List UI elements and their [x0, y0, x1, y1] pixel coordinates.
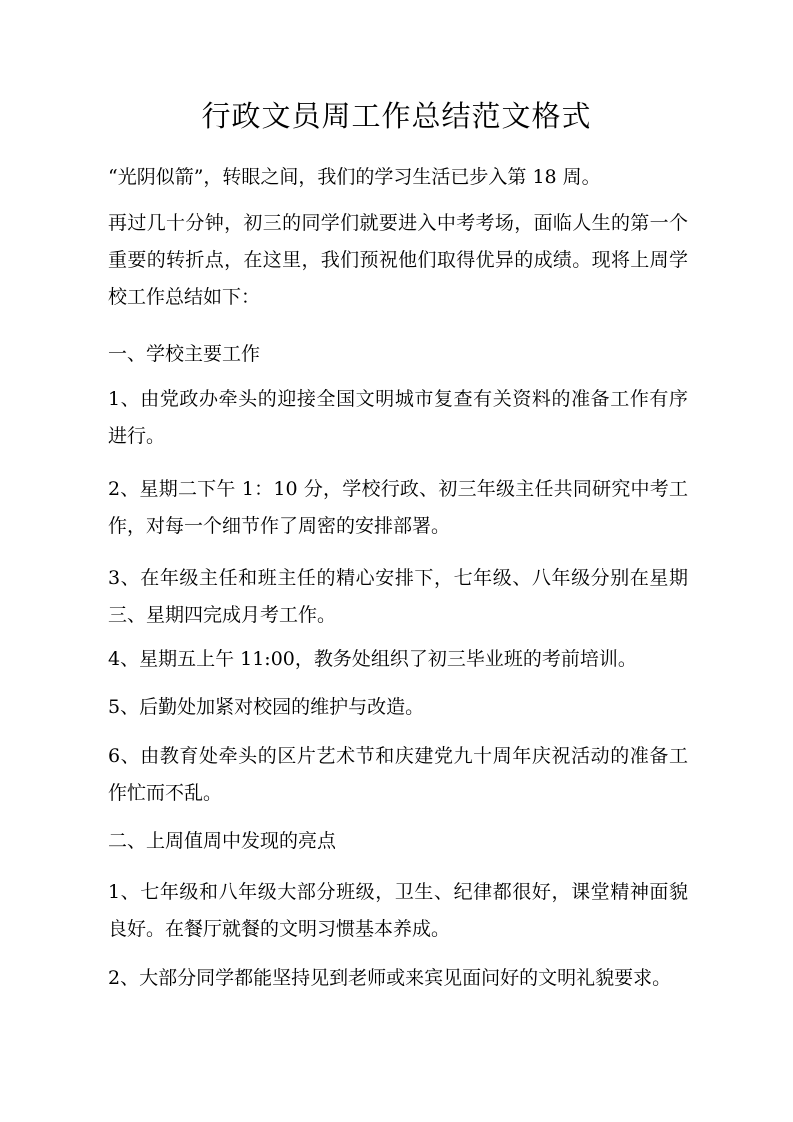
- document-title: 行政文员周工作总结范文格式: [201, 99, 592, 133]
- list-item: 2、星期二下午 1：10 分，学校行政、初三年级主任共同研究中考工作，对每一个细节作了周密的安排部署。: [108, 478, 688, 537]
- list-item: 1、七年级和八年级大部分班级，卫生、纪律都很好，课堂精神面貌良好。在餐厅就餐的文明习惯基本养成。: [108, 881, 688, 940]
- list-item: 3、在年级主任和班主任的精心安排下，七年级、八年级分别在星期三、星期四完成月考工作。: [108, 567, 688, 626]
- section-heading-main-work: 一、学校主要工作: [108, 343, 261, 365]
- paragraph-intro: “光阴似箭”，转眼之间，我们的学习生活已步入第 18 周。: [108, 166, 601, 188]
- list-item: 2、大部分同学都能坚持见到老师或来宾见面问好的文明礼貌要求。: [108, 967, 672, 989]
- paragraph-opening: 再过几十分钟，初三的同学们就要进入中考考场，面临人生的第一个重要的转折点，在这里，我们预祝他们取得优异的成绩。现将上周学校工作总结如下：: [108, 212, 688, 308]
- list-item: 1、由党政办牵头的迎接全国文明城市复查有关资料的准备工作有序进行。: [108, 388, 688, 447]
- section-heading-highlights: 二、上周值周中发现的亮点: [108, 830, 337, 852]
- list-item: 4、星期五上午 11:00，教务处组织了初三毕业班的考前培训。: [108, 648, 637, 670]
- list-item: 6、由教育处牵头的区片艺术节和庆建党九十周年庆祝活动的准备工作忙而不乱。: [108, 745, 688, 804]
- list-item: 5、后勤处加紧对校园的维护与改造。: [108, 696, 425, 718]
